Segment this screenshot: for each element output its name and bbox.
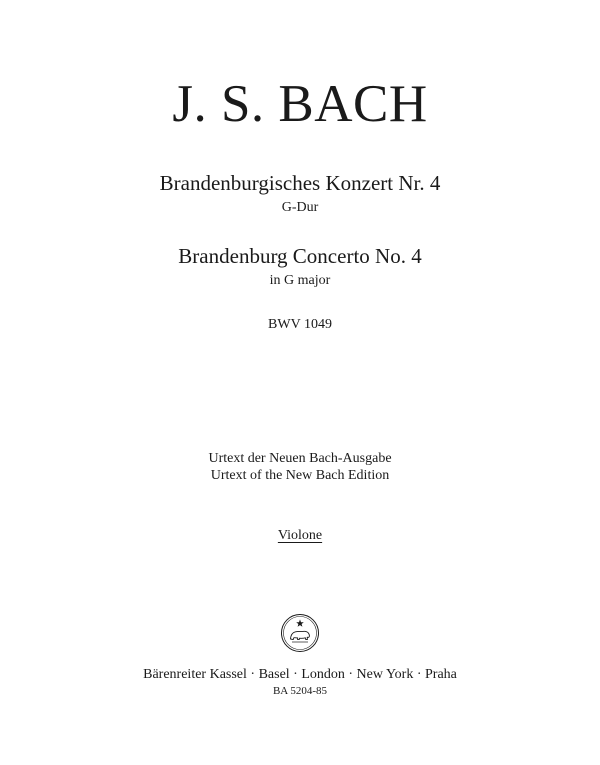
part-name: Violone (277, 528, 323, 543)
title-german: Brandenburgisches Konzert Nr. 4 (159, 171, 441, 195)
catalogue-number: BWV 1049 (268, 317, 332, 332)
key-german: G-Dur (281, 200, 319, 215)
publisher-line: Bärenreiter Kassel · Basel · London · New York · Praha (143, 667, 457, 682)
edition-number: BA 5204-85 (272, 685, 328, 697)
urtext-german: Urtext der Neuen Bach-Ausgabe (208, 451, 392, 466)
composer-name: J. S. BACH (172, 75, 428, 133)
key-english: in G major (269, 273, 331, 288)
baerenreiter-bear-logo-icon (280, 613, 320, 653)
part-name-line (0, 527, 600, 545)
urtext-english: Urtext of the New Bach Edition (210, 468, 390, 483)
title-english: Brandenburg Concerto No. 4 (178, 244, 422, 268)
